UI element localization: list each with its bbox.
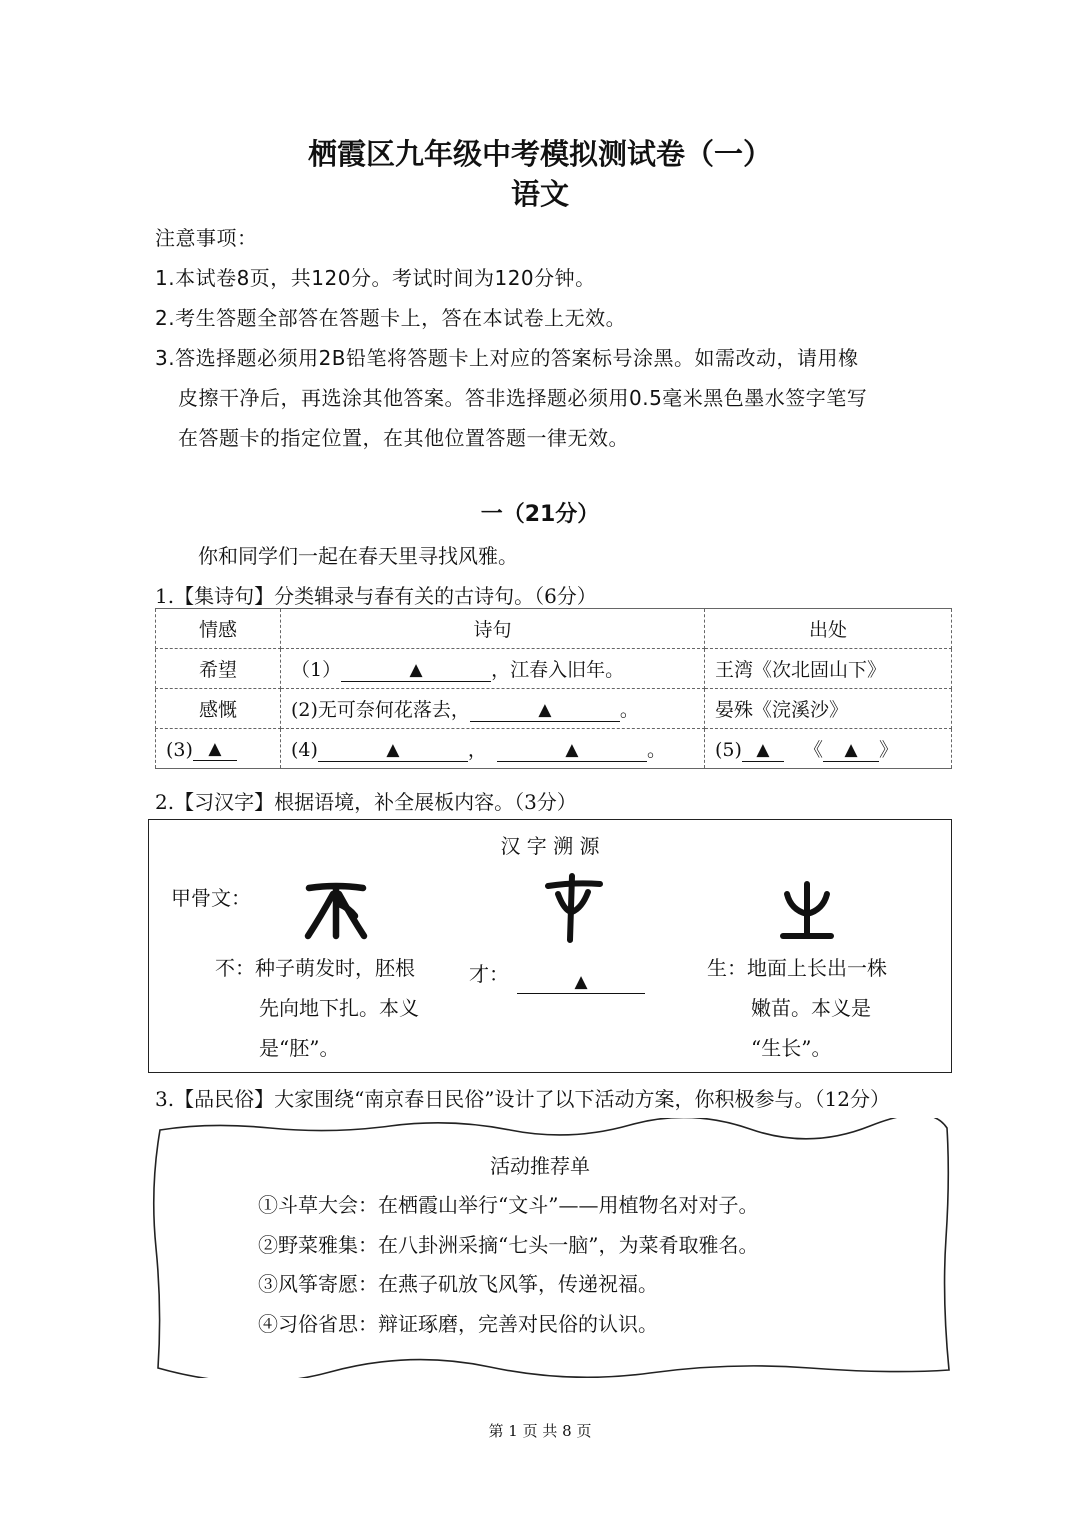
oracle-cai-glyph [544,872,604,944]
section-intro: 你和同学们一起在春天里寻找风雅。 [198,544,518,568]
notice-heading: 注意事项： [155,226,258,250]
q1-prompt: 1.【集诗句】分类辑录与春有关的古诗句。（6分） [155,584,597,608]
sheng-line-1: 生：地面上长出一株 [707,956,887,980]
verse-end: 。 [646,739,666,761]
header-verse: 诗句 [281,609,705,649]
hanzi-board [148,819,952,1073]
table-row [156,689,952,729]
source-cell [705,729,952,769]
activity-item-1: ①斗草大会：在栖霞山举行“文斗”——用植物名对对子。 [258,1193,759,1217]
bu-line-1: 不：种子萌发时，胚根 [215,956,415,980]
exam-title: 栖霞区九年级中考模拟测试卷（一） [307,137,772,171]
verse-cell [281,729,705,769]
verse-number: (4) [291,739,318,761]
board-title: 汉 字 溯 源 [500,834,600,858]
verse-text: ，江春入旧年。 [491,659,625,681]
page-footer: 第 1 页 共 8 页 [488,1422,592,1440]
exam-subject: 语文 [510,177,569,211]
oracle-bu-glyph [303,878,369,944]
triangle-icon: ▲ [844,740,858,760]
answer-blank-4b[interactable] [497,738,647,762]
book-mark-open: 《 [803,739,823,761]
answer-blank-1[interactable] [341,658,491,682]
oracle-label: 甲骨文： [171,886,251,910]
verse-text: (2)无可奈何花落去， [291,699,470,721]
notice-item-2: 2.考生答题全部答在答题卡上，答在本试卷上无效。 [155,306,627,330]
section-title: 一（21分） [480,502,600,527]
table-row [156,649,952,689]
source-number: (5) [715,739,742,761]
verse-cell [281,649,705,689]
notice-item-1: 1.本试卷8页，共120分。考试时间为120分钟。 [155,266,596,290]
sheng-line-2: 嫩苗。本义是 [751,996,871,1020]
notice-item-3-cont-1: 皮擦干净后，再选涂其他答案。答非选择题必须用0.5毫米黑色墨水签字笔写 [178,386,868,410]
triangle-icon: ▲ [574,972,588,992]
triangle-icon: ▲ [386,740,400,760]
source-cell: 晏殊《浣溪沙》 [705,689,952,729]
answer-blank-3[interactable] [193,737,237,761]
bu-line-3: 是“胚”。 [259,1036,340,1060]
verse-comma: ， [467,739,487,761]
table-row [156,729,952,769]
triangle-icon: ▲ [565,740,579,760]
book-mark-close: 》 [878,739,898,761]
answer-blank-5a[interactable] [742,738,784,762]
activity-item-3: ③风筝寄愿：在燕子矶放飞风筝，传递祝福。 [258,1272,658,1296]
sheng-line-3: “生长”。 [751,1036,832,1060]
triangle-icon: ▲ [208,738,222,759]
cai-label [469,954,645,994]
answer-blank-5b[interactable] [823,738,879,762]
emotion-cell [156,729,281,769]
activity-box-title: 活动推荐单 [490,1154,590,1178]
table-header-row [156,609,952,649]
notice-item-3: 3.答选择题必须用2B铅笔将答题卡上对应的答案标号涂黑。如需改动，请用橡 [155,346,859,370]
cai-text: 才： [469,962,509,986]
verse-number: （1） [291,659,342,681]
q2-prompt: 2.【习汉字】根据语境，补全展板内容。（3分） [155,790,577,814]
answer-blank-4a[interactable] [318,738,468,762]
answer-blank-2[interactable] [470,698,620,722]
q3-prompt: 3.【品民俗】大家围绕“南京春日民俗”设计了以下活动方案，你积极参与。（12分） [155,1087,890,1111]
activity-item-4: ④习俗省思：辩证琢磨，完善对民俗的认识。 [258,1312,658,1336]
emotion-number: (3) [166,738,193,761]
answer-blank-cai[interactable] [517,969,645,994]
triangle-icon: ▲ [409,660,423,680]
activity-item-2: ②野菜雅集：在八卦洲采摘“七头一脑”，为菜肴取雅名。 [258,1233,759,1257]
oracle-sheng-glyph [779,880,835,942]
header-emotion: 情感 [156,609,281,649]
emotion-cell: 希望 [156,649,281,689]
verse-end: 。 [619,699,639,721]
source-cell: 王湾《次北固山下》 [705,649,952,689]
header-source: 出处 [705,609,952,649]
triangle-icon: ▲ [756,740,770,760]
notice-item-3-cont-2: 在答题卡的指定位置，在其他位置答题一律无效。 [178,426,629,450]
poem-table [155,608,952,769]
verse-cell [281,689,705,729]
bu-line-2: 先向地下扎。本义 [259,996,419,1020]
triangle-icon: ▲ [538,700,552,720]
emotion-cell: 感慨 [156,689,281,729]
